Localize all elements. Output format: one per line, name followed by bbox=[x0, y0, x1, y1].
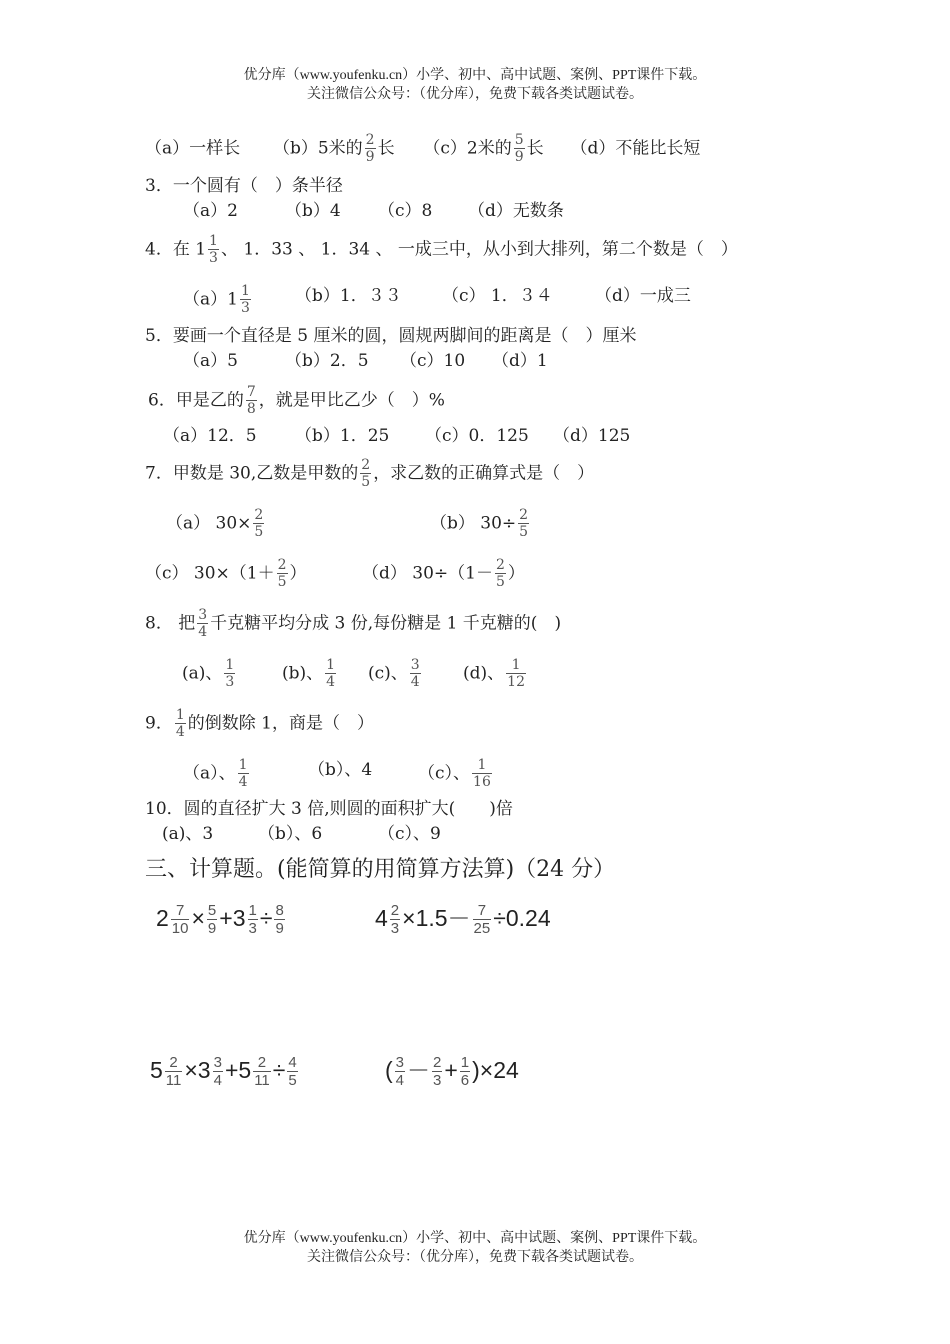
q4-option-d: （d）一成三 bbox=[595, 286, 691, 306]
q6-option-a: （a）12．5 bbox=[163, 426, 257, 446]
q4-option-c: （c） 1．３４ bbox=[442, 286, 553, 306]
section-3-title: 三、计算题。(能简算的用简算方法算)（24 分） bbox=[145, 857, 616, 882]
q8-option-b: (b)、 $\frac{1}{4}$ bbox=[282, 657, 336, 690]
q9-option-a: （a）、 $\frac{1}{4}$ bbox=[183, 757, 248, 790]
q7-stem: 7．甲数是 30,乙数是甲数的 $\frac{2}{5}$ ，求乙数的正确算式是（ ） bbox=[145, 457, 595, 490]
q8-option-a: (a)、 $\frac{1}{3}$ bbox=[182, 657, 235, 690]
calc-expression-4: ( $\frac{3}{4}$ － $\frac{2}{3}$ + $\frac{1}{6}$ )×24 bbox=[385, 1054, 519, 1089]
calc-expression-2: 4 $\frac{2}{3}$ ×1.5－ $\frac{7}{25}$ ÷0.24 bbox=[375, 902, 551, 937]
q7-option-b: （b） 30÷ $\frac{2}{5}$ bbox=[430, 507, 529, 540]
q2-option-d: （d）不能比长短 bbox=[570, 138, 701, 159]
q6-stem: 6．甲是乙的 $\frac{7}{8}$ ，就是甲比乙少（ ）% bbox=[148, 384, 445, 417]
q9-option-c-fraction: $\frac{1}{16}$ bbox=[473, 757, 491, 790]
q8-fraction: $\frac{3}{4}$ bbox=[198, 607, 208, 640]
q8-option-b-fraction: $\frac{1}{4}$ bbox=[326, 657, 336, 690]
q4-option-b: （b）1．３３ bbox=[295, 286, 402, 306]
q3-stem: 3．一个圆有（ ）条半径 bbox=[145, 176, 343, 196]
q10-option-a: (a)、3 bbox=[162, 824, 214, 844]
q4-option-a: （a）1 $\frac{1}{3}$ bbox=[183, 283, 250, 316]
header-line-1: 优分库（www.youfenku.cn）小学、初中、高中试题、案例、PPT课件下载。 bbox=[243, 68, 707, 83]
q3-option-a: （a）2 bbox=[183, 201, 238, 221]
q2-option-a: （a）一样长 bbox=[145, 138, 241, 159]
q2-option-c-fraction: $\frac{5}{9}$ bbox=[514, 132, 524, 165]
q8-option-c: (c)、 $\frac{3}{4}$ bbox=[368, 657, 420, 690]
q8-option-c-fraction: $\frac{3}{4}$ bbox=[410, 657, 420, 690]
footer-line-2: 关注微信公众号：（优分库），免费下载各类试题试卷。 bbox=[307, 1250, 643, 1265]
q7-fraction: $\frac{2}{5}$ bbox=[361, 457, 371, 490]
q2-option-c-prefix: （c）2米的 bbox=[423, 138, 512, 159]
q5-option-d: （d）1 bbox=[492, 351, 548, 371]
q8-option-a-fraction: $\frac{1}{3}$ bbox=[225, 657, 235, 690]
q4-option-a-fraction: $\frac{1}{3}$ bbox=[240, 283, 250, 316]
q6-option-b: （b）1．25 bbox=[295, 426, 390, 446]
q7-option-c-fraction: $\frac{2}{5}$ bbox=[277, 557, 287, 590]
q5-stem: 5．要画一个直径是 5 厘米的圆，圆规两脚间的距离是（ ）厘米 bbox=[145, 326, 637, 346]
q5-option-b: （b）2．5 bbox=[285, 351, 369, 371]
calc-expression-3: 5 $\frac{2}{11}$ ×3 $\frac{3}{4}$ +5 $\frac{2}{11}$ ÷ $\frac{4}{5}$ bbox=[150, 1054, 297, 1089]
q2-option-b-fraction: $\frac{2}{9}$ bbox=[365, 132, 375, 165]
q10-option-b: （b）、6 bbox=[258, 824, 323, 844]
q7-option-a: （a） 30× $\frac{2}{5}$ bbox=[166, 507, 264, 540]
q6-option-d: （d）125 bbox=[553, 426, 631, 446]
header-line-2: 关注微信公众号：（优分库），免费下载各类试题试卷。 bbox=[307, 87, 643, 102]
q9-option-a-fraction: $\frac{1}{4}$ bbox=[238, 757, 248, 790]
q5-option-c: （c）10 bbox=[400, 351, 466, 371]
q9-fraction: $\frac{1}{4}$ bbox=[175, 707, 185, 740]
q8-option-d-fraction: $\frac{1}{12}$ bbox=[507, 657, 525, 690]
q7-option-d: （d） 30÷（1－ $\frac{2}{5}$ ） bbox=[362, 557, 525, 590]
q10-option-c: （c）、9 bbox=[378, 824, 441, 844]
q3-option-b: （b）4 bbox=[285, 201, 341, 221]
q10-stem: 10．圆的直径扩大 3 倍,则圆的面积扩大( )倍 bbox=[145, 799, 513, 819]
q3-option-d: （d）无数条 bbox=[468, 201, 564, 221]
q9-stem: 9． $\frac{1}{4}$ 的倒数除 1，商是（ ） bbox=[145, 707, 374, 740]
q3-option-c: （c）8 bbox=[378, 201, 433, 221]
q6-option-c: （c）0．125 bbox=[425, 426, 529, 446]
q7-option-c: （c） 30×（1＋ $\frac{2}{5}$ ） bbox=[145, 557, 307, 590]
q4-stem: 4．在 1 $\frac{1}{3}$ 、 1．33 、 1．34 、 一成三中，从小到大排列，第二个数是（ ） bbox=[145, 233, 738, 266]
calc-expression-1: 2 $\frac{7}{10}$ × $\frac{5}{9}$ +3 $\frac{1}{3}$ ÷ $\frac{8}{9}$ bbox=[156, 902, 284, 937]
q8-option-d: (d)、 $\frac{1}{12}$ bbox=[463, 657, 525, 690]
q9-option-c: （c）、 $\frac{1}{16}$ bbox=[418, 757, 491, 790]
q7-option-a-fraction: $\frac{2}{5}$ bbox=[254, 507, 264, 540]
q2-option-b-prefix: （b）5米的 bbox=[272, 138, 363, 159]
q8-stem: 8． 把 $\frac{3}{4}$ 千克糖平均分成 3 份,每份糖是 1 千克糖的( ) bbox=[145, 607, 562, 640]
q7-option-d-fraction: $\frac{2}{5}$ bbox=[495, 557, 505, 590]
q9-option-b: （b）、4 bbox=[308, 760, 373, 780]
q4-fraction: $\frac{1}{3}$ bbox=[209, 233, 218, 266]
q7-option-b-fraction: $\frac{2}{5}$ bbox=[519, 507, 529, 540]
q5-option-a: （a）5 bbox=[183, 351, 238, 371]
footer-line-1: 优分库（www.youfenku.cn）小学、初中、高中试题、案例、PPT课件下载。 bbox=[243, 1231, 707, 1246]
q6-fraction: $\frac{7}{8}$ bbox=[246, 384, 256, 417]
q2-options: （a）一样长 （b）5米的 $\frac{2}{9}$ 长 （c）2米的 $\frac{5}{9}$ 长 （d）不能比长短 bbox=[145, 132, 701, 165]
